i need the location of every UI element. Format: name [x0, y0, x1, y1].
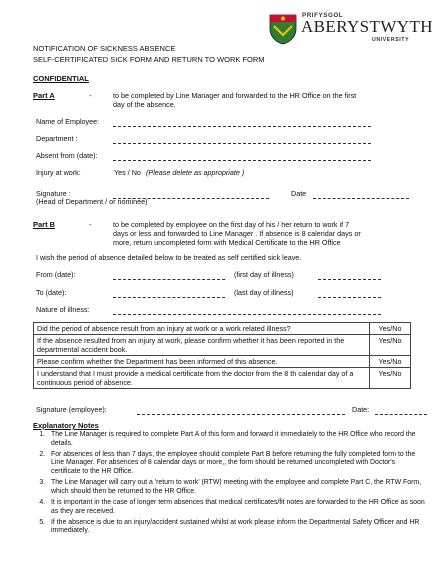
employee-date-label: Date: — [352, 405, 370, 414]
part-a-instruction-1: to be completed by Line Manager and forwarded to the HR Office on the first — [113, 91, 357, 100]
notes-heading: Explanatory Notes — [33, 421, 99, 430]
injury-note: (Please delete as appropriate ) — [146, 168, 245, 177]
to-date-field[interactable] — [113, 297, 225, 298]
injury-label: Injury at work: — [36, 168, 81, 177]
crest-icon — [268, 13, 298, 45]
part-a-instruction-2: day of the absence. — [113, 100, 176, 109]
employee-signature-label: Signature (employee): — [36, 405, 107, 414]
part-b-dash: - — [89, 220, 92, 229]
notes-list — [33, 431, 425, 539]
question-text: I understand that I must provide a medical certificate from the doctor from the 8 th calendar day of a continuous period of absence. — [34, 368, 370, 389]
logo-suffix: UNIVERSITY — [372, 37, 410, 43]
form-title-line-2: SELF-CERTIFICATED SICK FORM AND RETURN TO WORK FORM — [33, 55, 265, 64]
nature-of-illness-label: Nature of illness: — [36, 305, 90, 314]
confidential-label: CONFIDENTIAL — [33, 74, 89, 83]
part-a-date-field[interactable] — [313, 198, 409, 199]
nature-of-illness-field[interactable] — [113, 314, 381, 315]
to-date-label: To (date): — [36, 288, 67, 297]
yes-no-answer[interactable]: Yes/No — [370, 368, 411, 389]
table-row — [34, 368, 411, 389]
employee-field[interactable] — [113, 126, 371, 127]
list-item: 4. It is important in the case of longer term absences that medical certificates/fit notes are forwarded to the HR Office as soon as they are received. — [47, 499, 425, 516]
self-cert-statement: I wish the period of absence detailed below to be treated as self certified sick leave. — [36, 253, 302, 262]
yes-no-answer[interactable]: Yes/No — [370, 356, 411, 368]
head-of-department-label: (Head of Department / or nominee) — [36, 197, 148, 206]
signature-label: Signature : — [36, 189, 71, 198]
table-row — [34, 356, 411, 368]
yes-no-answer[interactable]: Yes/No — [370, 335, 411, 356]
list-item: 2. For absences of less than 7 days, the employee should complete Part B before returning the fully completed form to the Line Manager. For absences of 8 calendar days or more,, the form should be returned uncompleted with Doctor's certificate to the HR Office. — [47, 451, 425, 477]
date-label: Date — [291, 189, 307, 198]
absent-from-field[interactable] — [113, 160, 371, 161]
from-date-field[interactable] — [113, 279, 225, 280]
absent-from-label: Absent from (date): — [36, 151, 98, 160]
first-day-field[interactable] — [318, 279, 381, 280]
logo-name: ABERYSTWYTH — [301, 17, 433, 36]
part-b-instruction-3: more, return uncompleted form with Medical Certificate to the HR Office — [113, 238, 341, 247]
university-logo — [268, 12, 433, 46]
employee-signature-field[interactable] — [137, 414, 345, 415]
question-text: Did the period of absence result from an injury at work or a work related illness? — [34, 323, 370, 335]
logo-prefix: PRIFYSGOL — [302, 12, 344, 19]
employee-date-field[interactable] — [375, 414, 427, 415]
list-item: 3. The Line Manager will carry out a 'return to work' (RTW) meeting with the employee and complete Part C, the RTW Form, which should then be returned to the HR Office. — [47, 479, 425, 496]
list-item: 5. If the absence is due to an injury/accident sustained whilst at work please inform the Departmental Safety Officer and HR immediately. — [47, 519, 425, 536]
question-text: Please confirm whether the Department has been informed of this absence. — [34, 356, 370, 368]
last-day-field[interactable] — [318, 297, 381, 298]
part-a-label: Part A — [33, 91, 55, 100]
form-title-line-1: NOTIFICATION OF SICKNESS ABSENCE — [33, 44, 176, 53]
first-day-label: (first day of illness) — [234, 270, 294, 279]
department-field[interactable] — [113, 143, 371, 144]
part-b-instruction-2: days or less and forwarded to Line Manager . If absence is 8 calendar days or — [113, 229, 361, 238]
list-item: 1. The Line Manager is required to complete Part A of this form and forward it immediately to the HR Office who record the details. — [47, 431, 425, 448]
department-label: Department : — [36, 134, 78, 143]
table-row — [34, 323, 411, 335]
table-row — [34, 335, 411, 356]
last-day-label: (last day of illness) — [234, 288, 294, 297]
yes-no-answer[interactable]: Yes/No — [370, 323, 411, 335]
injury-value[interactable]: Yes / No — [114, 168, 141, 177]
part-b-instruction-1: to be completed by employee on the first day of his / her return to work if 7 — [113, 220, 350, 229]
part-b-label: Part B — [33, 220, 56, 229]
part-a-dash: - — [89, 91, 92, 100]
from-date-label: From (date): — [36, 270, 76, 279]
question-text: If the absence resulted from an injury at work, please confirm whether it has been reported in the departmental accident book. — [34, 335, 370, 356]
questions-table — [33, 322, 411, 389]
employee-label: Name of Employee: — [36, 117, 100, 126]
